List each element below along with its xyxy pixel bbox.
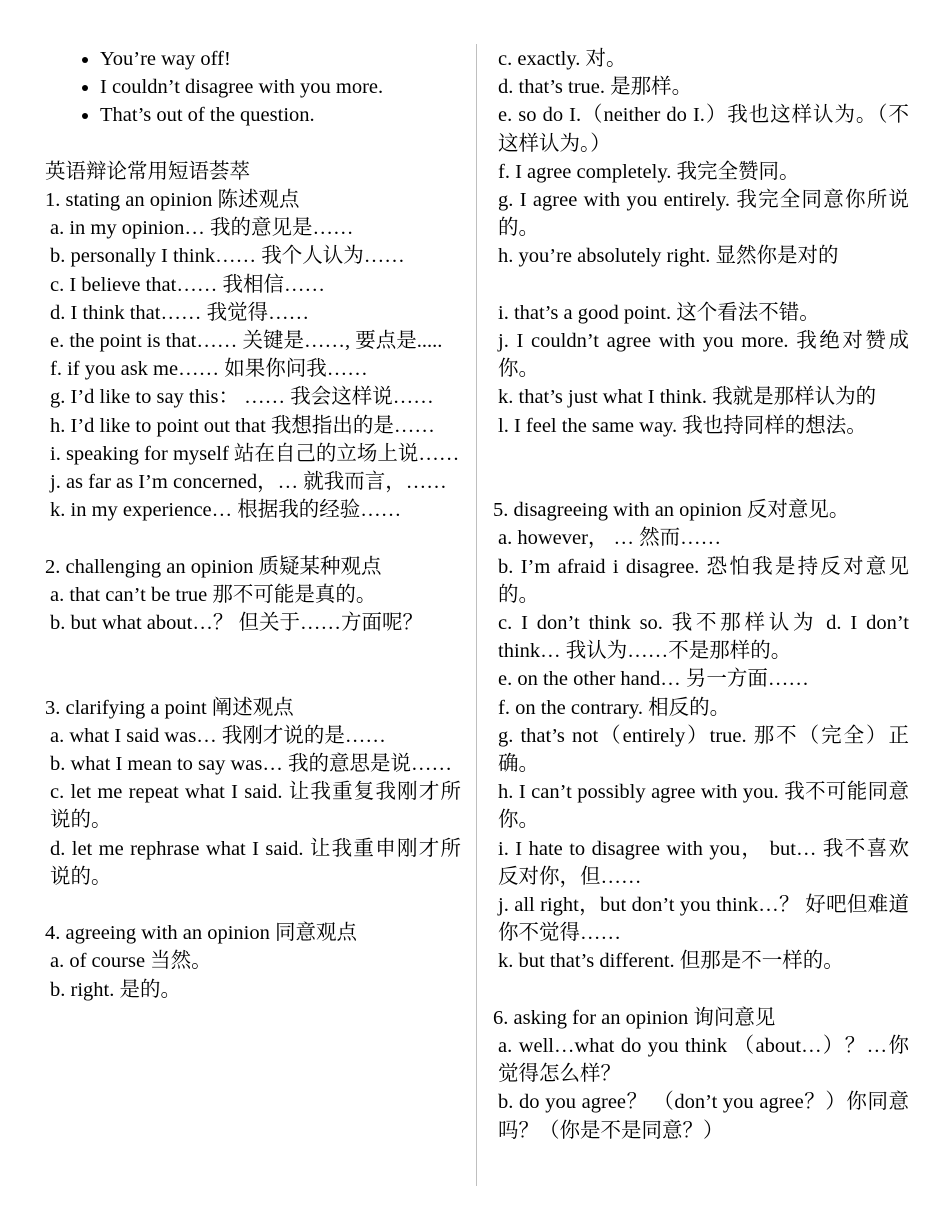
phrase-item: j. all right，but don’t you think…？ 好吧但难道你不觉得…… <box>498 894 909 945</box>
phrase-item: c. let me repeat what I said. 让我重复我刚才所说的。 <box>50 781 461 832</box>
phrase-item: d. that’s true. 是那样。 <box>498 76 693 99</box>
phrase-item: i. that’s a good point. 这个看法不错。 <box>498 301 820 324</box>
phrase-item: b. I’m afraid i disagree. 恐怕我是持反对意见的。 <box>498 555 909 606</box>
phrase-item: h. I can’t possibly agree with you. 我不可能同意你。 <box>498 781 909 832</box>
phrase-item: e. on the other hand… 另一方面…… <box>498 668 809 691</box>
phrase-item: j. I couldn’t agree with you more. 我绝对赞成你。 <box>498 330 909 381</box>
phrase-item: b. but what about…？ 但关于……方面呢？ <box>50 612 423 635</box>
phrase-item: a. of course 当然。 <box>50 950 212 973</box>
phrase-item: a. that can’t be true 那不可能是真的。 <box>50 583 377 606</box>
phrase-item: a. in my opinion… 我的意见是…… <box>50 217 354 240</box>
phrase-item: h. you’re absolutely right. 显然你是对的 <box>498 245 839 268</box>
phrase-item: b. right. 是的。 <box>50 978 181 1001</box>
phrase-item: j. as far as I’m concerned，… 就我而言，…… <box>50 471 447 494</box>
phrase-item: k. in my experience… 根据我的经验…… <box>50 499 402 522</box>
bullet-item: • That’s out of the question. <box>100 101 461 129</box>
phrase-item: f. on the contrary. 相反的。 <box>498 696 731 719</box>
phrase-item: c. I believe that…… 我相信…… <box>50 273 325 296</box>
phrase-item: g. that’s not（entirely）true. 那不（完全）正确。 <box>498 724 909 776</box>
phrase-item: g. I agree with you entirely. 我完全同意你所说的。 <box>498 189 909 240</box>
bullet-item: • You’re way off! <box>100 45 461 73</box>
right-column <box>493 45 909 1145</box>
section-title-stating: 1. stating an opinion 陈述观点 <box>45 189 300 211</box>
phrase-item: b. what I mean to say was… 我的意思是说…… <box>50 753 452 776</box>
phrase-item: l. I feel the same way. 我也持同样的想法。 <box>498 414 867 437</box>
phrase-item: h. I’d like to point out that 我想指出的是…… <box>50 414 435 437</box>
phrase-item: f. I agree completely. 我完全赞同。 <box>498 160 800 183</box>
phrase-item: d. let me rephrase what I said. 让我重申刚才所说的。 <box>50 837 461 888</box>
page-heading: 英语辩论常用短语荟萃 <box>45 160 250 183</box>
bullet-list <box>45 45 461 130</box>
phrase-item: b. personally I think…… 我个人认为…… <box>50 245 405 268</box>
column-divider <box>476 44 477 1186</box>
section-title-clarifying: 3. clarifying a point 阐述观点 <box>45 696 294 719</box>
phrase-item: k. that’s just what I think. 我就是那样认为的 <box>498 386 877 409</box>
phrase-item: g. I’d like to say this： …… 我会这样说…… <box>50 386 434 409</box>
section-title-disagreeing: 5. disagreeing with an opinion 反对意见。 <box>493 499 850 522</box>
phrase-item: i. I hate to disagree with you， but… 我不喜欢反对你，但…… <box>498 837 909 888</box>
phrase-item: a. well…what do you think （about…）？…你觉得怎么样？ <box>498 1035 909 1086</box>
phrase-item: e. the point is that…… 关键是……, 要点是..... <box>50 330 443 353</box>
phrase-item: b. do you agree？ （don’t you agree？）你同意吗？（你是不是同意？） <box>498 1091 909 1142</box>
phrase-item: a. however， … 然而…… <box>498 527 722 550</box>
phrase-item: c. exactly. 对。 <box>498 48 627 70</box>
phrase-item: d. I think that…… 我觉得…… <box>50 301 310 324</box>
section-title-agreeing: 4. agreeing with an opinion 同意观点 <box>45 922 358 945</box>
section-title-challenging: 2. challenging an opinion 质疑某种观点 <box>45 555 382 578</box>
phrase-item: k. but that’s different. 但那是不一样的。 <box>498 950 844 973</box>
section-title-asking: 6. asking for an opinion 询问意见 <box>493 1006 776 1029</box>
bullet-item: • I couldn’t disagree with you more. <box>100 73 461 101</box>
phrase-item: i. speaking for myself 站在自己的立场上说…… <box>50 442 460 465</box>
left-column <box>45 45 461 1004</box>
phrase-item: c. I don’t think so. 我不那样认为 d. I don’t think… 我认为……不是那样的。 <box>498 612 909 663</box>
phrase-item: a. what I said was… 我刚才说的是…… <box>50 724 386 747</box>
phrase-item: e. so do I.（neither do I.）我也这样认为。（不这样认为。） <box>498 104 909 155</box>
phrase-item: f. if you ask me…… 如果你问我…… <box>50 358 368 381</box>
